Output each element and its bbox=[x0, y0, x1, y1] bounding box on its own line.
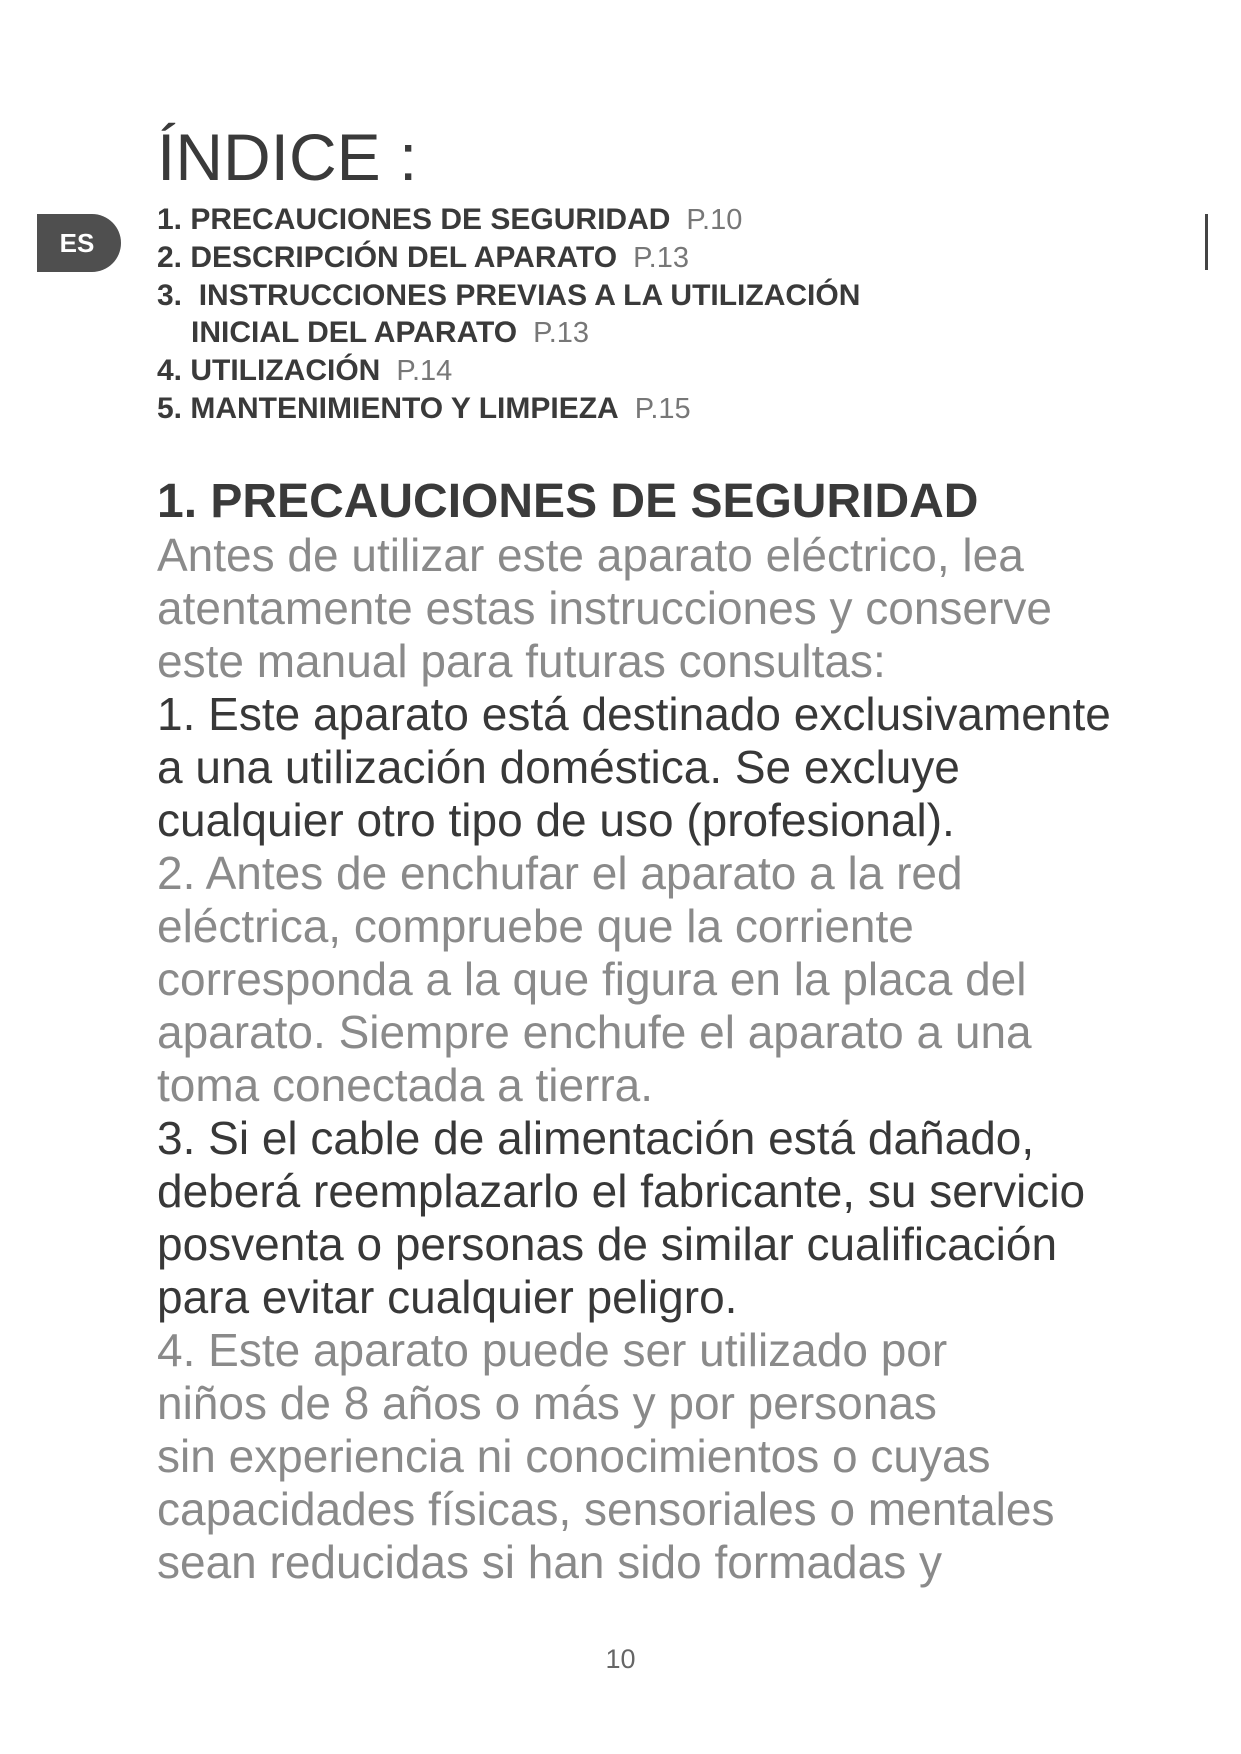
text-line: Antes de utilizar este aparato eléctrico, lea bbox=[157, 529, 1024, 581]
text-line: posventa o personas de similar cualificación bbox=[157, 1218, 1058, 1270]
text-line: para evitar cualquier peligro. bbox=[157, 1271, 738, 1323]
text-line: sean reducidas si han sido formadas y bbox=[157, 1536, 942, 1588]
toc-entry-page: P.15 bbox=[634, 393, 691, 425]
toc-entry-label-cont: INICIAL DEL APARATO bbox=[191, 316, 518, 349]
language-tab bbox=[37, 214, 121, 272]
text-line: 1. Este aparato está destinado exclusivamente bbox=[157, 688, 1111, 740]
text-line: toma conectada a tierra. bbox=[157, 1059, 654, 1111]
language-tab-label: ES bbox=[59, 227, 95, 258]
text-line: cualquier otro tipo de uso (profesional). bbox=[157, 794, 955, 846]
index-title: ÍNDICE : bbox=[157, 120, 418, 194]
text-line: este manual para futuras consultas: bbox=[157, 635, 886, 687]
text-line: atentamente estas instrucciones y conserve bbox=[157, 582, 1052, 634]
toc-entry bbox=[157, 239, 860, 277]
toc-entry-label: 2. DESCRIPCIÓN DEL APARATO bbox=[157, 241, 618, 274]
precaution-item-2 bbox=[157, 847, 1111, 1112]
toc-entry bbox=[157, 277, 860, 314]
toc-entry-label: 5. MANTENIMIENTO Y LIMPIEZA bbox=[157, 392, 619, 425]
toc-entry-page: P.13 bbox=[533, 317, 590, 349]
toc-entry-page: P.13 bbox=[633, 242, 689, 274]
text-line: a una utilización doméstica. Se excluye bbox=[157, 741, 960, 793]
text-line: capacidades físicas, sensoriales o mentales bbox=[157, 1483, 1055, 1535]
text-line: 2. Antes de enchufar el aparato a la red bbox=[157, 847, 963, 899]
text-line: aparato. Siempre enchufe el aparato a una bbox=[157, 1006, 1032, 1058]
text-line: eléctrica, compruebe que la corriente bbox=[157, 900, 914, 952]
page-number: 10 bbox=[605, 1644, 636, 1674]
toc-entry-label: 4. UTILIZACIÓN bbox=[157, 354, 381, 387]
table-of-contents bbox=[157, 201, 860, 428]
text-line: deberá reemplazarlo el fabricante, su servicio bbox=[157, 1165, 1086, 1217]
precaution-item-3 bbox=[157, 1112, 1111, 1324]
toc-entry bbox=[157, 352, 860, 390]
text-line: 3. Si el cable de alimentación está dañado, bbox=[157, 1112, 1035, 1164]
toc-entry-label: 3. INSTRUCCIONES PREVIAS A LA UTILIZACIÓN bbox=[157, 279, 861, 312]
toc-entry bbox=[157, 201, 860, 239]
intro-paragraph bbox=[157, 529, 1111, 688]
text-line: niños de 8 años o más y por personas bbox=[157, 1377, 937, 1429]
precaution-item-1 bbox=[157, 688, 1111, 847]
toc-entry bbox=[157, 390, 860, 428]
section-body bbox=[157, 529, 1111, 1589]
text-line: sin experiencia ni conocimientos o cuyas bbox=[157, 1430, 991, 1482]
toc-entry-page: P.14 bbox=[396, 355, 453, 387]
side-rule bbox=[1205, 214, 1208, 270]
text-line: 4. Este aparato puede ser utilizado por bbox=[157, 1324, 948, 1376]
toc-entry-page: P.10 bbox=[686, 204, 743, 236]
precaution-item-4 bbox=[157, 1324, 1111, 1589]
section-heading: 1. PRECAUCIONES DE SEGURIDAD bbox=[157, 475, 979, 528]
text-line: corresponda a la que figura en la placa del bbox=[157, 953, 1027, 1005]
toc-entry-label: 1. PRECAUCIONES DE SEGURIDAD bbox=[157, 203, 671, 236]
toc-entry-continuation bbox=[157, 314, 860, 352]
